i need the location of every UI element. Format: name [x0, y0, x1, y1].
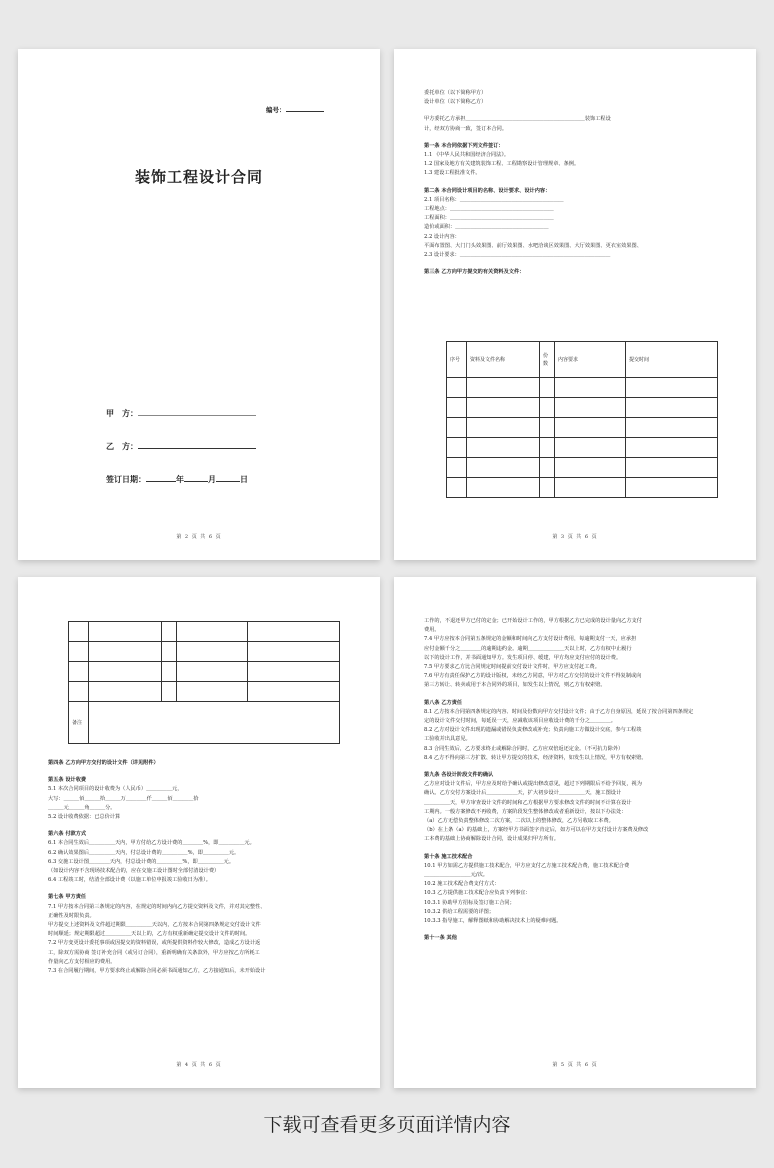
text-line: 10.2 施工技术配合费支付方式： [424, 881, 500, 888]
page-footer: 第 4 页 共 6 页 [176, 1062, 222, 1068]
text-line: 7.4 甲方应按本合同第五条规定的金额和时间向乙方支付设计费用，每逾期支付一天，应承担 [424, 636, 637, 643]
line-gap [424, 134, 726, 142]
table-header: 资料及文件名称 [467, 342, 540, 378]
text-line: 7.5 甲方要求乙方比合同规定时间提前交付设计文件时，甲方应支付赶工费。 [424, 664, 600, 671]
party-a-blank [138, 409, 256, 416]
text-line: 1.3 建设工程批准文件。 [424, 170, 481, 177]
text-line: 工程地点：＿＿＿＿＿＿＿＿＿＿＿＿＿＿＿＿＿＿＿＿ [424, 206, 554, 213]
text-line: 工作的，不退还甲方已付的定金；已开始设计工作的，甲方根据乙方已完成的设计量向乙方支付 [424, 618, 642, 624]
table-header-row [447, 342, 718, 378]
month-blank [184, 475, 208, 482]
text-line: 正确性及时限负责。 [48, 912, 95, 919]
year-label: 年 [176, 475, 184, 484]
clause-heading: 第四条 乙方向甲方交付的设计文件（详见附件） [48, 760, 159, 766]
text-line: 乙方应对设计文件后，甲方应及时给予确认或提出修改意见，超过下列期限后不给予回复，视为 [424, 781, 642, 788]
table-header: 内容要求 [555, 342, 626, 378]
text-line: 工验收并出具意见。 [424, 736, 471, 743]
text-line: 造价或面积：＿＿＿＿＿＿＿＿＿＿＿＿＿＿＿＿＿＿ [424, 224, 549, 231]
documents-table-continued [68, 621, 340, 744]
text-line: 7.1 甲方按本合同第三条规定的内容，在规定的时间内向乙方提交资料及文件，并对其完整性、 [48, 903, 266, 910]
page-footer: 第 3 页 共 6 页 [552, 534, 598, 540]
text-line: 平面布置图、大门门头效果图、前厅效果图、水吧洽谈区效果图、大厅效果图、更衣室效果图、 [424, 242, 642, 249]
clause-heading: 第十条 施工技术配合 [424, 853, 473, 860]
clause-heading: 第八条 乙方责任 [424, 699, 463, 706]
page-body-text [48, 759, 350, 976]
text-line: 7.3 在合同履行期间，甲方要求终止或解除合同必须书面通知乙方，乙方接通知后，未开始设计 [48, 968, 266, 975]
text-line: ＿＿＿元＿＿＿角＿＿＿分。 [48, 804, 116, 811]
line-gap [424, 179, 726, 187]
table-header: 份数 [540, 342, 555, 378]
text-line: 10.3.3 指导施工，解释图纸和协助解决技术上的疑难问题。 [424, 918, 562, 925]
text-line: 6.4 工程竣工时，结清全部设计费（以施工单位申报竣工验收日为准）。 [48, 877, 211, 884]
text-line: 8.4 乙方不得向第三方扩散、转让甲方提交的技术，经济资料，如发生以上情况，甲方有权索赔。 [424, 754, 647, 761]
text-line: 5.2 设计收费依据：已总价计算 [48, 814, 121, 821]
download-caption: 下载可查看更多页面详情内容 [263, 1114, 511, 1136]
table-row [447, 438, 718, 458]
text-line: 7.2 甲方变更设计委托事项或因提交的资料错误，或所提供资料作较大修改，造成乙方设计返 [48, 940, 261, 947]
text-line: 应付金额千分之＿＿＿＿的逾期违约金。逾期＿＿＿＿＿＿＿天以上时，乙方有权中止履行 [424, 645, 632, 652]
text-line: （b）在上条（a）的基础上，方案经甲方书面签字肯定后，如方可以在甲方支付设计方案费及修改 [424, 827, 649, 834]
contract-cover-page [18, 49, 380, 560]
sign-date-label: 签订日期： [106, 475, 146, 484]
text-line: 10.1 甲方如需乙方提供施工技术配合，甲方应支付乙方施工技术配合费，施工技术配合费 [424, 862, 630, 869]
table-row [447, 458, 718, 478]
clause-heading: 第九条 各设计阶段文件的确认 [424, 772, 494, 779]
text-line: 8.3 合同生效后，乙方要求终止或解除合同时，乙方应双倍返还定金。（不可抗力除外） [424, 745, 624, 752]
party-a-label: 甲 方： [106, 409, 138, 418]
day-blank [216, 475, 240, 482]
line-gap [424, 107, 726, 115]
text-line: 设计单位（以下简称乙方） [424, 99, 487, 106]
table-row [447, 418, 718, 438]
contract-title: 装饰工程设计合同 [134, 168, 263, 186]
day-label: 日 [240, 475, 248, 484]
line-gap [48, 768, 350, 776]
table-row [69, 622, 340, 642]
line-gap [424, 260, 726, 268]
sign-date-row [106, 474, 248, 485]
text-line: 5.1 本次合同项目的设计收费为（人民币）＿＿＿＿＿元， [48, 786, 183, 793]
clause-heading: 第六条 付款方式 [48, 831, 87, 838]
text-line: 作量向乙方支付相应的费用。 [48, 958, 116, 965]
text-line: 2.2 设计内容： [424, 233, 460, 240]
text-line: 大写：＿＿＿佰＿＿＿拾＿＿＿万＿＿＿＿仟＿＿＿佰＿＿＿＿拾 [48, 795, 199, 802]
page-body-text [424, 89, 726, 277]
text-line: ＿＿＿＿＿天，甲方审查设计文件的时间和乙方根据甲方要求修改文件的时间不计算在设计 [424, 799, 632, 806]
table-header: 提交时间 [626, 342, 718, 378]
text-line: 2.1 项目名称：＿＿＿＿＿＿＿＿＿＿＿＿＿＿＿＿＿＿＿＿ [424, 196, 564, 203]
text-line: 10.3 乙方提供施工技术配合应负责下列事宜： [424, 890, 531, 897]
text-line: ＿＿＿＿＿＿＿＿＿元/次。 [424, 872, 488, 879]
text-line: 第三方转让、转卖或用于本合同外的项目，如发生以上情况，则乙方有权索赔。 [424, 682, 606, 689]
text-line: 7.6 甲方有责任保护乙方的设计版权，未经乙方同意，甲方对乙方交付的设计文件不得复制或向 [424, 673, 642, 680]
text-line: （a）乙方无偿负责整体修改二次方案，二次以上的整体修改，乙方另收取工本费。 [424, 818, 614, 825]
table-row [447, 378, 718, 398]
text-line: 工期内。一般方案修改不再收费，方案阶段发生整体修改或者重新设计，按以下办法处： [424, 808, 627, 815]
line-gap [424, 763, 726, 771]
clause-heading: 第七条 甲方责任 [48, 894, 87, 901]
clause-heading: 第十一条 其他 [424, 935, 457, 942]
line-gap [48, 822, 350, 830]
text-line: 委托单位（以下简称甲方） [424, 90, 487, 96]
month-label: 月 [208, 475, 216, 484]
text-line: 8.1 乙方按本合同第四条规定的内容、时间及份数向甲方交付设计文件；由于乙方自身原因，延误了按合同第四条规定 [424, 708, 694, 715]
line-gap [424, 845, 726, 853]
clause-heading: 第三条 乙方向甲方提交的有关资料及文件： [424, 269, 525, 276]
number-blank [286, 105, 324, 112]
text-line: 10.3.1 协助甲方招标及签订施工合同； [424, 899, 515, 906]
contract-page-3 [394, 49, 756, 560]
documents-table [446, 341, 718, 498]
text-line: 以下的设计工作，并书面通知甲方。发生项目停、缓建，甲方均应支付应付的设计费。 [424, 654, 622, 661]
text-line: 时间顺延；规定期限超过＿＿＿＿＿天以上的，乙方有权重新确定提交设计文件的时间。 [48, 931, 251, 938]
text-line: 工，除双方需协商 签订补充合同（或另订合同），重新明确有关条款外，甲方应按乙方所耗工 [48, 949, 260, 956]
text-line: 6.1 本合同生效后＿＿＿＿＿天内，甲方付给乙方设计费的＿＿＿＿%，即＿＿＿＿＿元。 [48, 840, 255, 847]
party-b-label: 乙 方： [106, 442, 138, 451]
text-line: 6.2 确认效果图后＿＿＿＿＿天内，付总设计费的＿＿＿＿＿%，即＿＿＿＿＿元。 [48, 849, 240, 856]
text-line: 8.2 乙方对设计文件出现的遗漏或错误负责修改或补充；负责向施工方做设计交底，参与工程竣 [424, 727, 642, 734]
text-line: 甲方提交上述资料及文件超过期限＿＿＿＿＿天以内，乙方按本合同第四条规定交付设计文件 [48, 922, 261, 929]
page-body-text [424, 617, 726, 944]
year-blank [146, 475, 176, 482]
text-line: 2.3 设计要求：＿＿＿＿＿＿＿＿＿＿＿＿＿＿＿＿＿＿＿＿＿＿＿＿＿＿＿＿＿ [424, 252, 611, 259]
text-line: 确认。乙方交付方案设计后＿＿＿＿＿＿天，扩大初步设计＿＿＿＿＿天，施工图设计 [424, 790, 622, 797]
text-line: 甲方委托乙方承担＿＿＿＿＿＿＿＿＿＿＿＿＿＿＿＿＿＿＿＿＿＿＿装饰工程设 [424, 116, 611, 123]
table-row [69, 642, 340, 662]
text-line: 10.3.2 供给工程需要的详图； [424, 908, 495, 915]
text-line: （如设计内容不含现场技术配合的，应在交施工设计图时全部付清设计费） [48, 868, 220, 875]
text-line: 定的设计文件交付时间，每延误一天，应减收该项目应收设计费的千分之＿＿＿＿。 [424, 718, 616, 725]
text-line: 计，经双方协商一致，签订本合同。 [424, 125, 508, 132]
text-line: 6.3 交施工设计图＿＿＿＿天内，付总设计费的＿＿＿＿＿%，即＿＿＿＿＿元。 [48, 858, 235, 865]
table-row [447, 398, 718, 418]
table-row [69, 682, 340, 702]
contract-page-5 [394, 577, 756, 1088]
note-label: 备注 [69, 702, 89, 744]
text-line: 工程面积：＿＿＿＿＿＿＿＿＿＿＿＿＿＿＿＿＿＿＿＿ [424, 215, 554, 222]
contract-number [266, 105, 324, 114]
number-label: 编号： [266, 106, 286, 114]
text-line: 1.2 国家及地方有关建筑装饰工程、工程勘察设计管理规章、条例。 [424, 161, 580, 168]
table-header: 序号 [447, 342, 467, 378]
line-gap [48, 885, 350, 893]
party-b-blank [138, 442, 256, 449]
line-gap [424, 691, 726, 699]
clause-heading: 第二条 本合同设计项目的名称、设计要求、设计内容： [424, 187, 551, 194]
page-footer: 第 5 页 共 6 页 [552, 1062, 598, 1068]
clause-heading: 第一条 本合同依据下列文件签订： [424, 142, 504, 149]
party-a-row [106, 408, 256, 419]
table-row [447, 478, 718, 498]
clause-heading: 第五条 设计收费 [48, 777, 87, 784]
page-footer: 第 2 页 共 6 页 [176, 534, 222, 540]
table-row [69, 662, 340, 682]
text-line: 费用。 [424, 627, 440, 634]
line-gap [424, 926, 726, 934]
text-line: 工本费的基础上协商解除设计合同，设计成果归甲方所有。 [424, 836, 559, 843]
contract-page-4 [18, 577, 380, 1088]
text-line: 1.1 《中华人民共和国经济合同法》。 [424, 152, 510, 159]
table-note-row [69, 702, 340, 744]
party-b-row [106, 441, 256, 452]
